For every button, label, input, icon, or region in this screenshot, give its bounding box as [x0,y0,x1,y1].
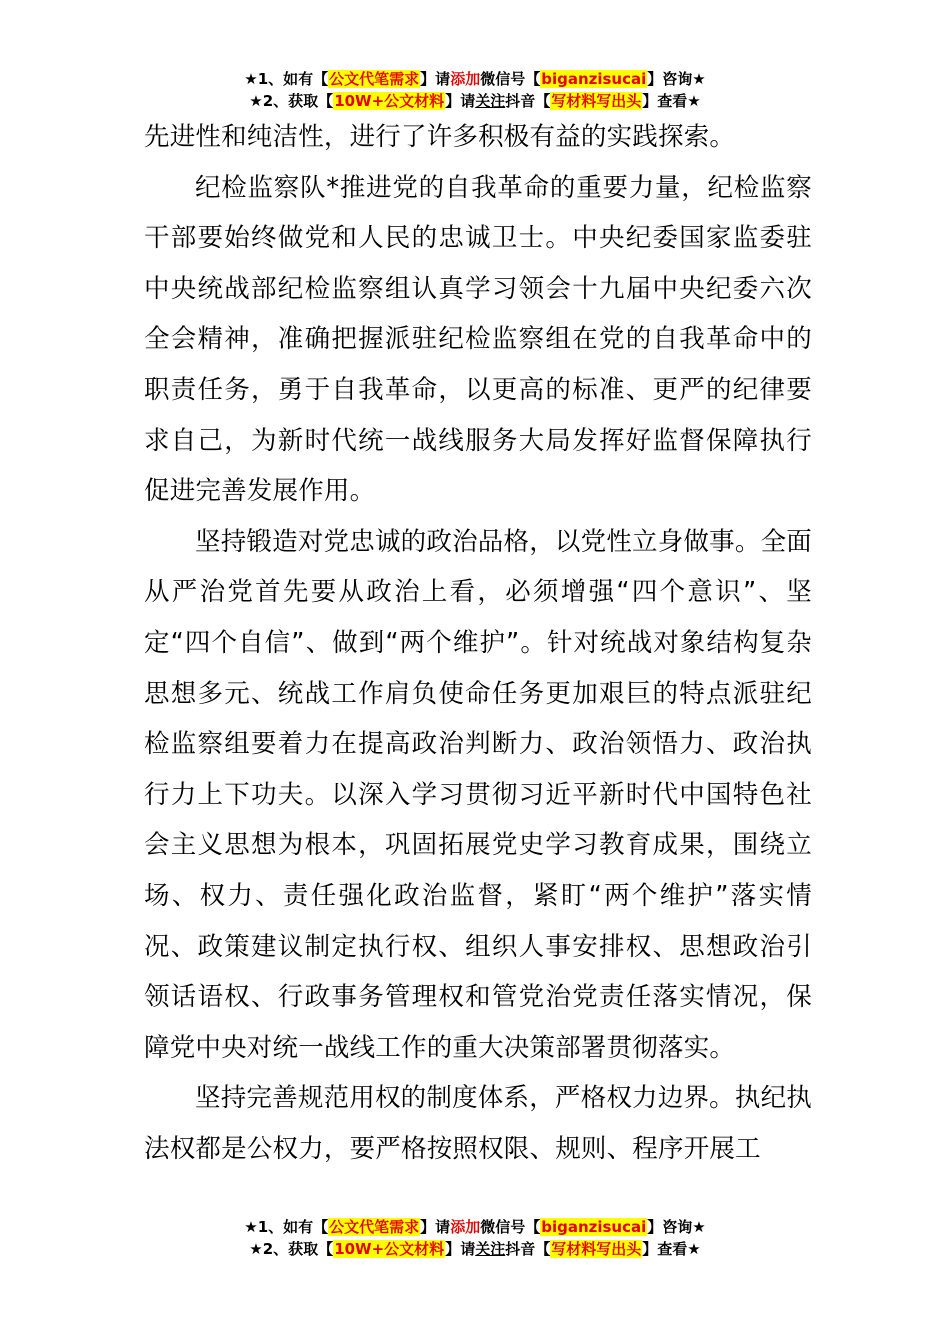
paragraph: 坚持锻造对党忠诚的政治品格，以党性立身做事。全面从严治党首先要从政治上看，必须增强“四个意识”、坚定“四个自信”、做到“两个维护”。针对统战对象结构复杂思想多元、统战工作肩负使命任务更加艰巨的特点派驻纪检监察组要着力在提高政治判断力、政治领悟力、政治执行力上下功夫。以深入学习贯彻习近平新时代中国特色社会主义思想为根本，巩固拓展党史学习教育成果，围绕立场、权力、责任强化政治监督，紧盯“两个维护”落实情况、政策建议制定执行权、组织人事安排权、思想政治引领话语权、行政事务管理权和管党治党责任落实情况，保障党中央对统一战线工作的重大决策部署贯彻落实。 [144,526,812,1063]
banner-highlight: 写材料写出头 [551,92,642,110]
banner-text: ★1、如有【 [244,1218,329,1236]
bottom-banner [0,1216,950,1260]
paragraph: 坚持完善规范用权的制度体系，严格权力边界。执纪执法权都是公权力，要严格按照权限、规则、程序开展工 [144,1083,812,1164]
banner-emphasis: 添加 [450,70,481,88]
paragraph: 先进性和纯洁性，进行了许多积极有益的实践探索。 [144,122,736,152]
banner-text: 微信号【 [480,1218,541,1236]
banner-text: 】请 [445,1240,476,1258]
banner-text: ★1、如有【 [244,70,329,88]
banner-text: 】查看★ [642,1240,701,1258]
document-body [144,112,812,1174]
banner-emphasis: 关注 [475,92,506,110]
banner-highlight: 公文代笔需求 [329,70,420,88]
banner-text: 】咨询★ [647,70,706,88]
banner-text: 抖音【 [505,1240,551,1258]
banner-text: 】咨询★ [647,1218,706,1236]
banner-text: 】请 [420,1218,451,1236]
banner-highlight: 10W+公文材料 [334,92,445,110]
banner-highlight: 公文代笔需求 [329,1218,420,1236]
banner-text: 】请 [445,92,476,110]
banner-text: 】请 [420,70,451,88]
banner-emphasis: 添加 [450,1218,481,1236]
banner-highlight: biganzisucai [541,1218,647,1236]
banner-text: ★2、获取【 [249,1240,334,1258]
top-banner [0,68,950,112]
banner-text: 抖音【 [505,92,551,110]
banner-line-1 [0,1216,950,1238]
banner-line-2 [0,1238,950,1260]
banner-highlight: 写材料写出头 [551,1240,642,1258]
banner-text: ★2、获取【 [249,92,334,110]
banner-text: 】查看★ [642,92,701,110]
banner-line-1 [0,68,950,90]
banner-highlight: biganzisucai [541,70,647,88]
banner-highlight: 10W+公文材料 [334,1240,445,1258]
banner-text: 微信号【 [480,70,541,88]
banner-emphasis: 关注 [475,1240,506,1258]
paragraph: 纪检监察队*推进党的自我革命的重要力量，纪检监察干部要始终做党和人民的忠诚卫士。中央纪委国家监委驻中央统战部纪检监察组认真学习领会十九届中央纪委六次全会精神，准确把握派驻纪检监察组在党的自我革命中的职责任务，勇于自我革命，以更高的标准、更严的纪律要求自己，为新时代统一战线服务大局发挥好监督保障执行促进完善发展作用。 [144,172,812,507]
banner-line-2 [0,90,950,112]
